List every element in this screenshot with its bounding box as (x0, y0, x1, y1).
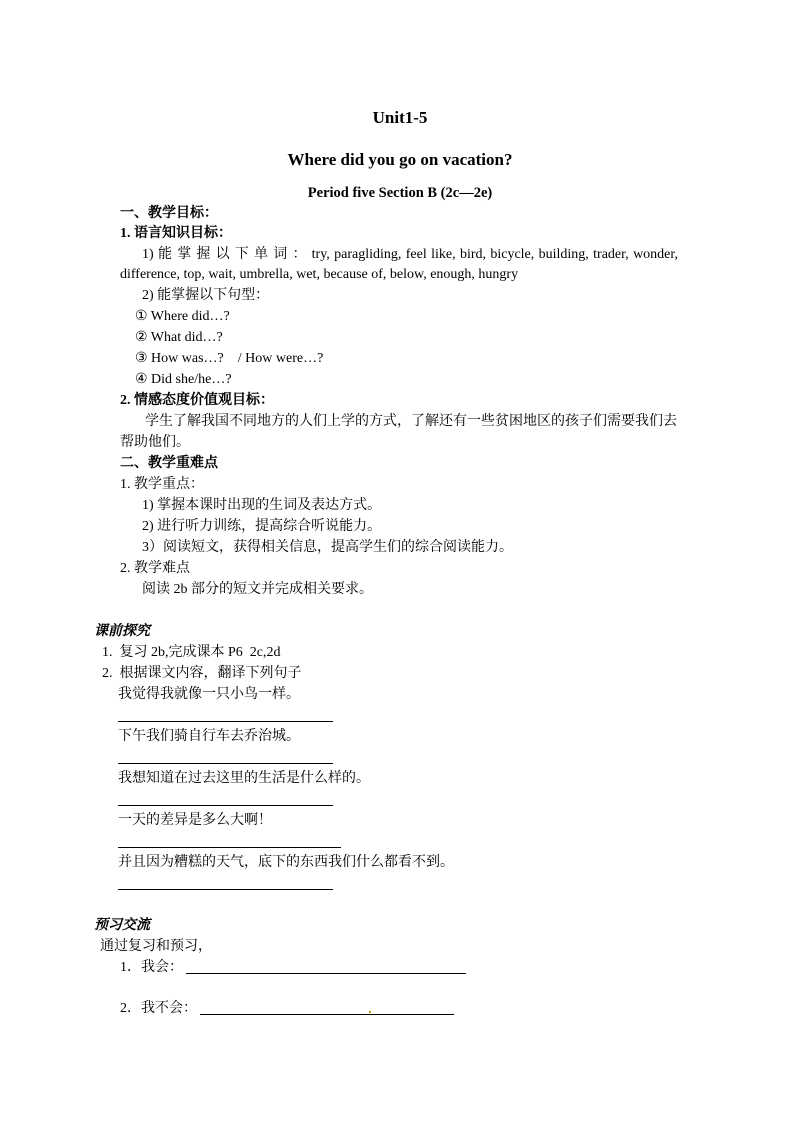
exchange-intro: 通过复习和预习， (100, 939, 212, 954)
language-objectives-heading: 1. 语言知识目标： (120, 226, 232, 241)
cannot-label: 2．我不会： (120, 1001, 197, 1016)
emotion-text-line-2: 帮助他们。 (120, 435, 190, 450)
pattern-item: ② What did…? (135, 330, 223, 345)
preview-item-1: 1. 复习 2b,完成课本 P6 2c,2d (102, 645, 281, 660)
translate-sentence: 我想知道在过去这里的生活是什么样的。 (118, 771, 370, 786)
cannot-answer-blank[interactable] (200, 1014, 454, 1015)
pattern-item: ③ How was…? / How were…? (135, 351, 324, 366)
page-title: Unit1-5 (372, 108, 428, 127)
pattern-item: ④ Did she/he…? (135, 372, 232, 387)
emotion-objectives-heading: 2. 情感态度价值观目标： (120, 393, 274, 408)
key-points-heading: 二、教学重难点 (120, 456, 218, 471)
emotion-text-line-1: 学生了解我国不同地方的人们上学的方式，了解还有一些贫困地区的孩子们需要我们去 (145, 414, 677, 429)
words-line-2: difference, top, wait, umbrella, wet, because of, below, enough, hungry (120, 267, 519, 282)
answer-blank[interactable] (118, 847, 341, 848)
answer-blank[interactable] (118, 805, 333, 806)
objectives-heading: 一、教学目标： (120, 206, 218, 221)
translate-sentence: 下午我们骑自行车去乔治城。 (118, 729, 300, 744)
focus-item: 2) 进行听力训练，提高综合听说能力。 (142, 519, 382, 534)
preview-item-2: 2. 根据课文内容，翻译下列句子 (102, 666, 302, 681)
answer-blank[interactable] (118, 889, 333, 890)
preview-heading: 课前探究 (94, 624, 150, 639)
answer-blank[interactable] (118, 763, 333, 764)
difficulty-text: 阅读 2b 部分的短文并完成相关要求。 (142, 582, 373, 597)
translate-sentence: 并且因为糟糕的天气，底下的东西我们什么都看不到。 (118, 855, 454, 870)
focus-item: 3）阅读短文，获得相关信息，提高学生们的综合阅读能力。 (142, 540, 513, 555)
focus-item: 1) 掌握本课时出现的生词及表达方式。 (142, 498, 382, 513)
stray-mark (369, 1011, 371, 1013)
exchange-heading: 预习交流 (94, 918, 150, 933)
teaching-difficulty-label: 2. 教学难点 (120, 561, 190, 576)
can-label: 1．我会： (120, 960, 183, 975)
words-line-1: 1) 能 掌 握 以 下 单 词 ： try, paragliding, feel like, bird, bicycle, building, trader, wonder, (142, 247, 678, 262)
translate-sentence: 一天的差异是多么大啊！ (118, 813, 272, 828)
answer-blank[interactable] (118, 721, 333, 722)
pattern-item: ① Where did…? (135, 309, 230, 324)
lesson-subtitle: Where did you go on vacation? (287, 150, 513, 169)
teaching-focus-label: 1. 教学重点： (120, 477, 204, 492)
can-answer-blank[interactable] (186, 973, 466, 974)
period-heading: Period five Section B (2c—2e) (307, 185, 493, 201)
sentence-patterns-label: 2) 能掌握以下句型： (142, 288, 270, 303)
translate-sentence: 我觉得我就像一只小鸟一样。 (118, 687, 300, 702)
